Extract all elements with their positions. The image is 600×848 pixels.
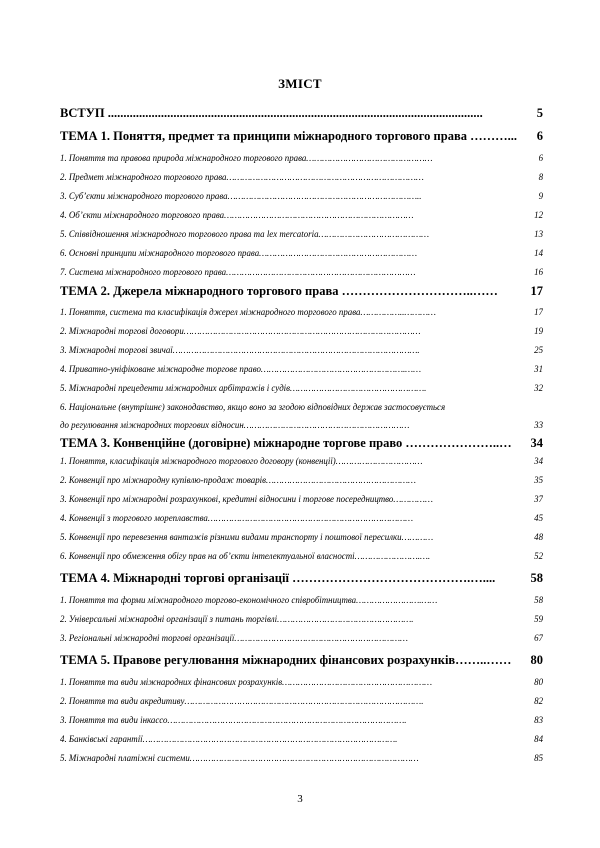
toc-subsection-entry — [60, 675, 543, 689]
toc-leader-dots: ………………………………………………………………………………. — [184, 696, 424, 706]
toc-entry-text: ТЕМА 5. Правове регулювання міжнародних фінансових розрахунків — [60, 653, 456, 667]
toc-subsection-entry — [60, 631, 543, 645]
toc-page-number: 34 — [534, 456, 543, 466]
toc-entry-text: до регулювання міжнародних торгових відносин — [60, 420, 244, 430]
toc-subsection-entry — [60, 751, 543, 765]
toc-leader-dots: …………………..… — [402, 436, 512, 450]
toc-entry-text: 2. Поняття та види акредитиву — [60, 696, 185, 706]
toc-page-number: 67 — [534, 633, 543, 643]
toc-page-number: 6 — [536, 129, 543, 143]
toc-entry-text: 1. Поняття, класифікація міжнародного торгового договору (конвенції) — [60, 456, 336, 466]
toc-entry-text: 1. Поняття та форми міжнародного торгово-економічного співробітництва — [60, 595, 357, 605]
toc-subsection-entry — [60, 208, 543, 222]
toc-entry-text: ТЕМА 3. Конвенційне (договірне) міжнародне торгове право — [60, 436, 403, 450]
toc-entry-text: 3. Суб’єкти міжнародного торгового права — [60, 191, 228, 201]
toc-subsection-entry — [60, 189, 543, 203]
toc-subsection-entry — [60, 492, 543, 506]
toc-subsection-entry — [60, 362, 543, 376]
toc-page-number: 85 — [534, 753, 543, 763]
toc-entry-text: 4. Банківські гарантії — [60, 734, 143, 744]
toc-entry-text: 5. Міжнародні платіжні системи — [60, 753, 190, 763]
toc-page-number: 83 — [534, 715, 543, 725]
toc-subsection-entry — [60, 343, 543, 357]
toc-entry-text: 5. Міжнародні прецеденти міжнародних арбітражів і судів — [60, 383, 290, 393]
toc-subsection-entry — [60, 400, 543, 430]
toc-page-number: 80 — [530, 653, 543, 667]
toc-page-number: 12 — [534, 210, 543, 220]
toc-leader-dots: …………………………………………………………………………… — [189, 753, 419, 763]
toc-leader-dots: ……………………………………………………… — [243, 420, 410, 430]
toc-subsection-entry — [60, 530, 543, 544]
toc-entry-text: 2. Міжнародні торгові договори — [60, 326, 184, 336]
toc-entry-text: 4. Об’єкти міжнародного торгового права — [60, 210, 225, 220]
toc-subsection-entry — [60, 732, 543, 746]
toc-subsection-entry — [60, 549, 543, 563]
toc-leader-dots: …………………………………………………………………………………. — [172, 345, 420, 355]
toc-entry-text: 2. Конвенції про міжнародну купівлю-продаж товарів — [60, 475, 266, 485]
toc-leader-dots: ………………………………………… — [306, 153, 433, 163]
toc-entry-text: ТЕМА 4. Міжнародні торгові організації — [60, 571, 289, 585]
toc-entry-text: 2. Предмет міжнародного торгового права — [60, 172, 227, 182]
toc-page-number: 31 — [534, 364, 543, 374]
toc-leader-dots: …………………………………………………… — [259, 248, 417, 258]
toc-entry-text-line1: 6. Національне (внутрішнє) законодавство, якщо воно за згодою відповідних держав застосовується — [60, 402, 446, 412]
toc-entry-text: 2. Універсальні міжнародні організації з питань торгівлі — [60, 614, 278, 624]
page-number: 3 — [297, 793, 303, 805]
toc-entry-text: 3. Конвенції про міжнародні розрахункові, кредитні відносини і торгове посередництво — [60, 494, 394, 504]
toc-page-number: 35 — [534, 475, 543, 485]
toc-leader-dots: ……………………………………………………………… — [224, 210, 414, 220]
toc-leader-dots: ……………………………………………………………………………………. — [142, 734, 398, 744]
toc-page-number: 45 — [534, 513, 543, 523]
toc-subsection-entry — [60, 151, 543, 165]
toc-subsection-entry — [60, 511, 543, 525]
toc-section-entry — [60, 569, 543, 587]
toc-leader-dots: ……………………………………………………………… — [226, 267, 416, 277]
toc-subsection-entry — [60, 324, 543, 338]
toc-page-number: 58 — [534, 595, 543, 605]
toc-page-number: 6 — [538, 153, 543, 163]
toc-page-number: 34 — [530, 436, 543, 450]
toc-page-number: 33 — [534, 420, 543, 430]
toc-page-number: 8 — [538, 172, 543, 182]
toc-leader-dots: ………………………………………………………………… — [226, 172, 424, 182]
toc-leader-dots: …………………….…… — [356, 595, 438, 605]
toc-section-entry — [60, 282, 543, 300]
toc-page-number: 17 — [534, 307, 543, 317]
toc-page-number: 82 — [534, 696, 543, 706]
toc-subsection-entry — [60, 454, 543, 468]
toc-entry-text: ТЕМА 2. Джерела міжнародного торгового права — [60, 284, 339, 298]
toc-leader-dots: …………………………………… — [318, 229, 429, 239]
toc-leader-dots: …………………………………….….... — [288, 571, 496, 585]
toc-entry-text: 6. Конвенції про обмеження обігу прав на об’єкти інтелектуальної власності — [60, 551, 355, 561]
toc-leader-dots: …………………………..…… — [338, 284, 498, 298]
toc-leader-dots: …………………………………………………………………… — [207, 513, 414, 523]
toc-entry-text: 3. Регіональні міжнародні торгові організації — [60, 633, 235, 643]
toc-entry-text: 4. Приватно-уніфіковане міжнародне торгове право — [60, 364, 261, 374]
toc-subsection-entry — [60, 227, 543, 241]
toc-section-entry — [60, 434, 543, 452]
toc-section-entry — [60, 104, 543, 122]
toc-subsection-entry — [60, 694, 543, 708]
toc-entry-text: 7. Система міжнародного торгового права — [60, 267, 227, 277]
toc-entry-text: 4. Конвенції з торгового мореплавства — [60, 513, 208, 523]
toc-section-entry — [60, 651, 543, 669]
toc-page-number: 9 — [538, 191, 543, 201]
toc-entry-text: 5. Співвідношення міжнародного торгового права та lex mercatoria — [60, 229, 319, 239]
toc-leader-dots: ……………………………………………. — [277, 614, 414, 624]
toc-page-number: 5 — [536, 106, 543, 120]
toc-entry-text: 1. Поняття та правова природа міжнародного торгового права — [60, 153, 307, 163]
toc-subsection-entry — [60, 612, 543, 626]
toc-entry-text: 5. Конвенції про перевезення вантажів різними видами транспорту і поштової пересилки — [60, 532, 402, 542]
page-title: ЗМІСТ — [278, 76, 322, 91]
toc-entry-text: 6. Основні принципи міжнародного торгового права — [60, 248, 260, 258]
toc-leader-dots: ………………………………………………… — [282, 677, 432, 687]
toc-page-number: 59 — [534, 614, 543, 624]
toc-page-number: 52 — [534, 551, 543, 561]
toc-page-number: 13 — [534, 229, 543, 239]
toc-subsection-entry — [60, 381, 543, 395]
toc-page-number: 19 — [534, 326, 543, 336]
toc-entry-text: 3. Міжнародні торгові звичаї — [60, 345, 173, 355]
toc-page-number: 32 — [534, 383, 543, 393]
toc-page-number: 84 — [534, 734, 543, 744]
toc-page-number: 14 — [534, 248, 543, 258]
toc-leader-dots: ……………..………… — [360, 307, 436, 317]
toc-subsection-entry — [60, 473, 543, 487]
toc-entry-text: ВСТУП — [60, 106, 105, 120]
toc-entry-text: 1. Поняття, система та класифікація джерел міжнародного торгового права — [60, 307, 361, 317]
toc-leader-dots: ………………………………………………………… — [234, 633, 408, 643]
toc-entry-text: 1. Поняття та види міжнародних фінансових розрахунків — [60, 677, 283, 687]
toc-page-number: 16 — [534, 267, 543, 277]
toc-entry-text: 3. Поняття та види інкассо — [60, 715, 168, 725]
toc-entry-text: ТЕМА 1. Поняття, предмет та принципи міжнародного торгового права — [60, 129, 467, 143]
toc-leader-dots: ……..…… — [455, 653, 512, 667]
toc-leader-dots: ………... — [466, 129, 517, 143]
toc-page-number: 17 — [530, 284, 543, 298]
toc-subsection-entry — [60, 246, 543, 260]
toc-subsection-entry — [60, 713, 543, 727]
toc-leader-dots: ……………………………………………………………………………… — [183, 326, 421, 336]
toc-leader-dots: ………… — [401, 532, 434, 542]
toc-subsection-entry — [60, 265, 543, 279]
toc-entry-text-line2 — [60, 418, 543, 432]
toc-page-number: 58 — [530, 571, 543, 585]
toc-leader-dots: ……………………………………………. — [290, 383, 427, 393]
toc-leader-dots: …………………………… — [335, 456, 423, 466]
toc-page-number: 37 — [534, 494, 543, 504]
toc-subsection-entry — [60, 170, 543, 184]
toc-leader-dots: ........................................................................................................................ — [104, 106, 483, 120]
toc-leader-dots: …………… — [393, 494, 433, 504]
toc-leader-dots: ………………………………………………… — [265, 475, 416, 485]
toc-leader-dots: …………………….…. — [354, 551, 431, 561]
toc-page-number: 25 — [534, 345, 543, 355]
toc-subsection-entry — [60, 305, 543, 319]
toc-page-number: 80 — [534, 677, 543, 687]
toc-page-number: 48 — [534, 532, 543, 542]
toc-subsection-entry — [60, 593, 543, 607]
toc-section-entry — [60, 127, 543, 145]
toc-leader-dots: ……………………………………………………………….. — [227, 191, 422, 201]
toc-leader-dots: ………………………………………………………………………………. — [167, 715, 407, 725]
toc-leader-dots: ……………………………………………….…… — [260, 364, 421, 374]
